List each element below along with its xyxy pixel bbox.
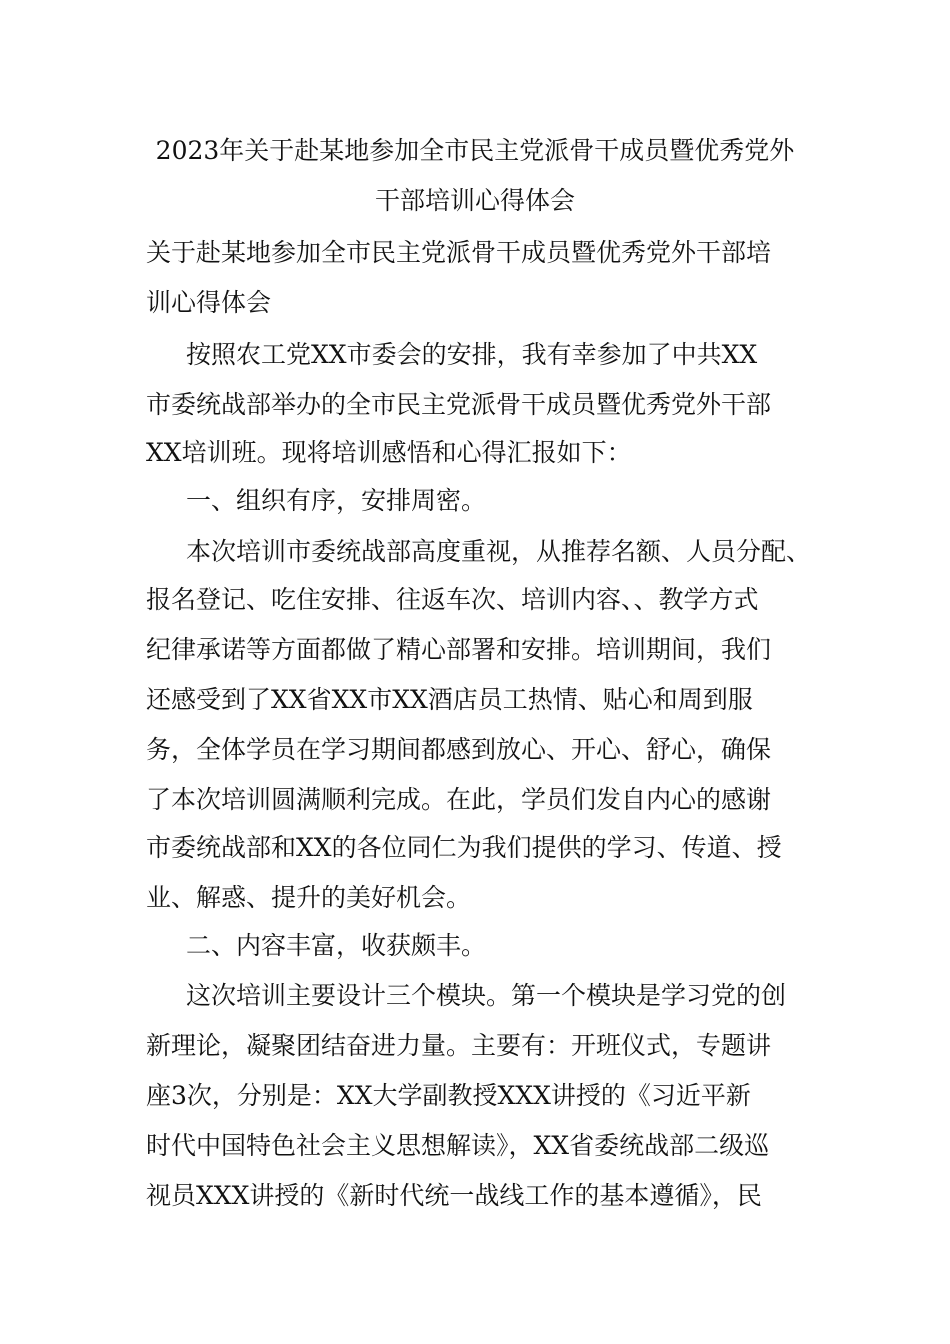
- section-heading-1: 一、组织有序，安排周密。: [186, 486, 487, 515]
- body-line: 报名登记、吃住安排、往返车次、培训内容、、教学方式: [146, 585, 759, 614]
- body-line: 新理论，凝聚团结奋进力量。主要有：开班仪式，专题讲: [146, 1031, 772, 1060]
- body-line: 纪律承诺等方面都做了精心部署和安排。培训期间，我们: [146, 635, 772, 664]
- body-line: 座3次，分别是：XX大学副教授XXX讲授的《习近平新: [146, 1081, 751, 1110]
- body-line: XX培训班。现将培训感悟和心得汇报如下：: [146, 438, 632, 467]
- body-line: 本次培训市委统战部高度重视，从推荐名额、人员分配、: [186, 537, 812, 566]
- body-line: 视员XXX讲授的《新时代统一战线工作的基本遵循》，民: [146, 1181, 762, 1210]
- body-line: 了本次培训圆满顺利完成。在此，学员们发自内心的感谢: [146, 785, 772, 814]
- document-title-line-1: 2023年关于赴某地参加全市民主党派骨干成员暨优秀党外: [155, 136, 795, 165]
- body-line: 市委统战部举办的全市民主党派骨干成员暨优秀党外干部: [146, 390, 772, 419]
- body-line: 时代中国特色社会主义思想解读》，XX省委统战部二级巡: [146, 1131, 770, 1160]
- document-title-line-2: 干部培训心得体会: [374, 186, 575, 215]
- body-line: 市委统战部和XX的各位同仁为我们提供的学习、传道、授: [146, 833, 782, 862]
- body-line: 按照农工党XX市委会的安排，我有幸参加了中共XX: [186, 340, 758, 369]
- body-line: 还感受到了XX省XX市XX酒店员工热情、贴心和周到服: [146, 685, 753, 714]
- body-line: 业、解惑、提升的美好机会。: [146, 883, 472, 912]
- subtitle-line-1: 关于赴某地参加全市民主党派骨干成员暨优秀党外干部培: [146, 238, 772, 267]
- body-line: 务，全体学员在学习期间都感到放心、开心、舒心，确保: [146, 735, 772, 764]
- subtitle-line-2: 训心得体会: [146, 288, 272, 317]
- section-heading-2: 二、内容丰富，收获颇丰。: [186, 931, 487, 960]
- body-line: 这次培训主要设计三个模块。第一个模块是学习党的创: [186, 981, 787, 1010]
